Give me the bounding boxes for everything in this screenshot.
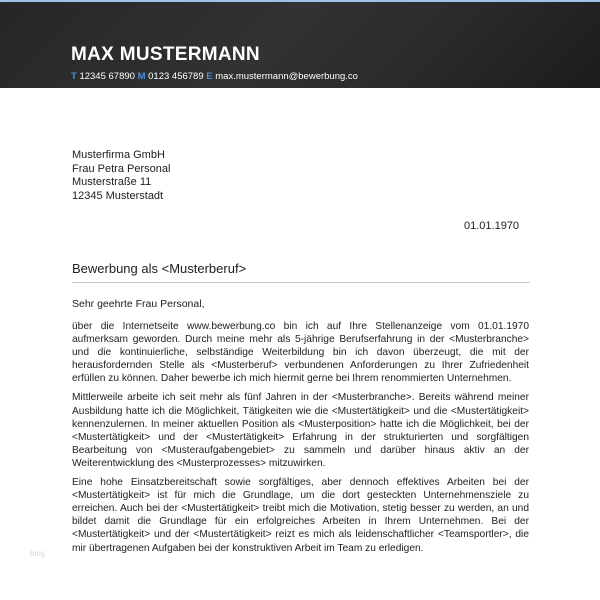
letter-subject: Bewerbung als <Musterberuf> [72, 261, 247, 276]
phone-label: T [71, 71, 77, 82]
watermark: blog [30, 549, 46, 558]
mobile-label: M [137, 71, 146, 82]
salutation: Sehr geehrte Frau Personal, [72, 298, 205, 310]
recipient-city: 12345 Musterstadt [72, 189, 164, 202]
recipient-address [72, 149, 170, 203]
sender-name: MAX MUSTERMANN [71, 44, 260, 65]
recipient-company: Musterfirma GmbH [72, 149, 165, 161]
body-paragraph-2: Mittlerweile arbeite ich seit mehr als fünf Jahren in der <Musterbranche>. Bereits während meiner Ausbildung hatte ich die Möglichkeit, Tätigkeiten wie die <Mustertätigkeit> und die <Mustertätigkeit> kennenzulernen. In meiner aktuellen Position als <Musterposition> hatte ich die Möglichkeit, bei der <Mustertätigkeit> und der <Mustertätigkeit> Erfahrung in der strukturierten und sorgfältigen Bearbeitung von <Musteraufgabengebiet> zu sammeln und darüber hinaus aktiv an der Weiterentwicklung des <Musterprozesses> mitzuwirken. [72, 392, 529, 469]
letter-date: 01.01.1970 [464, 220, 520, 232]
sender-contact-line [71, 71, 358, 82]
letter-body [72, 320, 529, 561]
email-label: E [206, 71, 213, 82]
recipient-contact-person: Frau Petra Personal [72, 162, 171, 175]
recipient-street: Musterstraße 11 [72, 176, 152, 188]
phone-number: 12345 67890 [79, 71, 135, 82]
letterhead [0, 0, 600, 88]
subject-divider [72, 282, 530, 283]
body-paragraph-1: über die Internetseite www.bewerbung.co bin ich auf Ihre Stellenanzeige vom 01.01.1970 aufmerksam geworden. Durch meine mehr als 5-jährige Berufserfahrung in der <Musterbranche> und die kontinuierliche, selbständige Weiterbildung bin ich davon überzeugt, die mit der herausfordernden Stelle als <Musterberuf> verbundenen Anforderungen zu Ihrer Zufriedenheit erfüllen zu können. Daher bewerbe ich mich hiermit gerne bei Ihrem renommierten Unternehmen. [72, 321, 529, 385]
body-paragraph-3: Eine hohe Einsatzbereitschaft sowie sorgfältiges, aber dennoch effektives Arbeiten bei der <Mustertätigkeit> ist für mich die Grundlage, um die dort gesteckten Unternehmensziele zu erreichen. Auch bei der <Mustertätigkeit> treibt mich die Motivation, stetig besser zu werden, an und bildet damit die Grundlage für ein erfolgreiches Arbeiten in Ihrem Unternehmen. Bei der <Mustertätigkeit> und der <Mustertätigkeit> reizt es mich als leidenschaftlicher <Teamsportler>, die mir übertragenen Aufgaben bei der konstruktiven Arbeit im Team zu erledigen. [72, 477, 529, 554]
mobile-number: 0123 456789 [148, 71, 204, 82]
email-address: max.mustermann@bewerbung.co [215, 71, 358, 82]
